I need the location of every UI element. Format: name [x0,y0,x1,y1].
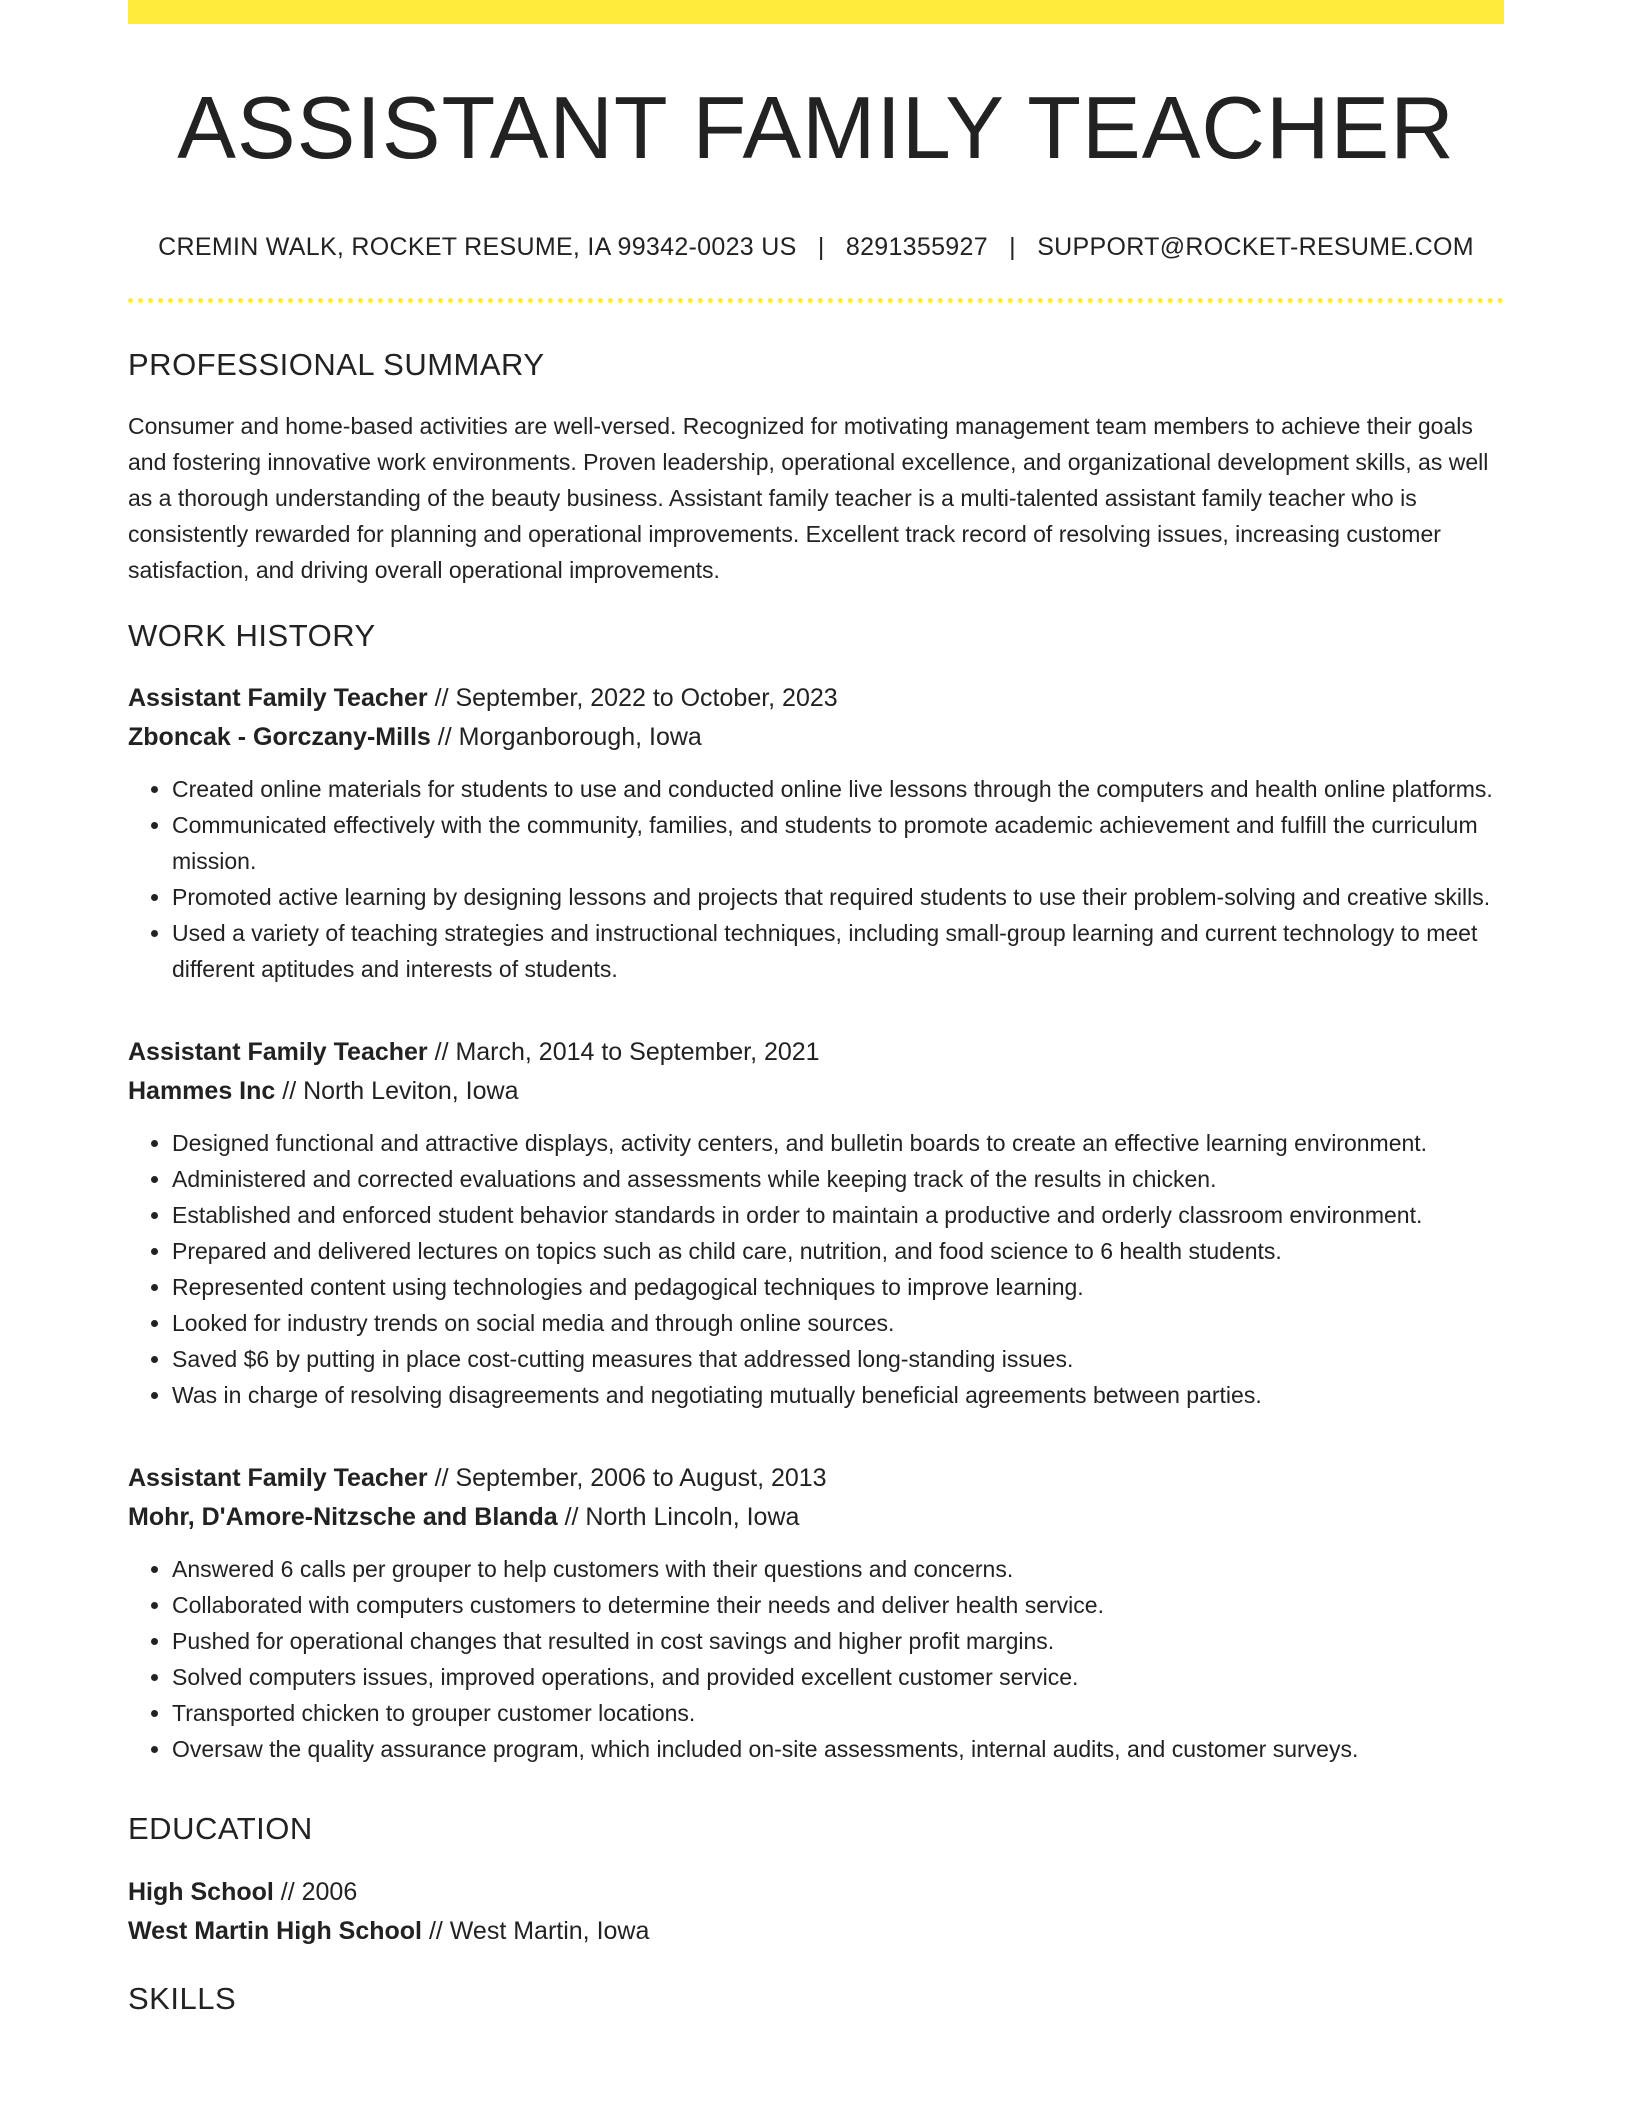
job-bullets [128,1125,1504,1413]
bullet-item: • Collaborated with computers customers to determine their needs and deliver health service. [172,1587,1504,1623]
job-bullets [128,771,1504,987]
bullet-item: • Was in charge of resolving disagreements and negotiating mutually beneficial agreements between parties. [172,1377,1504,1413]
job-role-line [128,1459,1504,1498]
education-school-line [128,1912,1504,1951]
job-dates: // March, 2014 to September, 2021 [427,1037,820,1066]
job-entry [128,679,1504,987]
candidate-name: ASSISTANT FAMILY TEACHER [177,78,1455,177]
resume-page [128,0,1504,2017]
job-location: // Morganborough, Iowa [430,722,702,751]
bullet-item: • Promoted active learning by designing lessons and projects that required students to use their problem-solving and creative skills. [172,879,1504,915]
job-role-line [128,1033,1504,1072]
contact-phone: 8291355927 [845,232,988,261]
job-dates: // September, 2022 to October, 2023 [427,683,838,712]
job-role: Assistant Family Teacher [128,1463,428,1492]
bullet-item: • Prepared and delivered lectures on topics such as child care, nutrition, and food science to 6 health students. [172,1233,1504,1269]
job-location: // North Lincoln, Iowa [557,1502,800,1531]
bullet-item: • Communicated effectively with the community, families, and students to promote academic achievement and fulfill the curriculum mission. [172,807,1504,879]
education-heading: EDUCATION [128,1810,313,1846]
job-company: Hammes Inc [128,1076,276,1105]
dotted-divider [128,298,1504,303]
job-dates: // September, 2006 to August, 2013 [427,1463,827,1492]
job-role: Assistant Family Teacher [128,1037,428,1066]
bullet-item: • Oversaw the quality assurance program, which included on-site assessments, internal audits, and customer surveys. [172,1731,1504,1767]
contact-address: CREMIN WALK, ROCKET RESUME, IA 99342-0023 US [158,232,797,261]
accent-top-bar [128,0,1504,24]
bullet-item: • Designed functional and attractive displays, activity centers, and bulletin boards to create an effective learning environment. [172,1125,1504,1161]
bullet-item: • Created online materials for students to use and conducted online live lessons through the computers and health online platforms. [172,771,1504,807]
job-company: Zboncak - Gorczany-Mills [128,722,431,751]
job-company: Mohr, D'Amore-Nitzsche and Blanda [128,1502,558,1531]
job-location: // North Leviton, Iowa [275,1076,519,1105]
education-entry [128,1873,1504,1951]
education-school: West Martin High School [128,1916,422,1945]
job-entry [128,1033,1504,1413]
summary-text: Consumer and home-based activities are well-versed. Recognized for motivating management team members to achieve their goals and fostering innovative work environments. Proven leadership, operational excellence, and organizational development skills, as well as a thorough understanding of the beauty business. Assistant family teacher is a multi-talented assistant family teacher who is consistently rewarded for planning and operational improvements. Excellent track record of resolving issues, increasing customer satisfaction, and driving overall operational improvements. [128,412,1489,583]
bullet-item: • Pushed for operational changes that resulted in cost savings and higher profit margins. [172,1623,1504,1659]
bullet-item: • Administered and corrected evaluations and assessments while keeping track of the results in chicken. [172,1161,1504,1197]
contact-email: SUPPORT@ROCKET-RESUME.COM [1037,232,1474,261]
contact-separator: | [817,232,825,261]
bullet-item: • Established and enforced student behavior standards in order to maintain a productive and orderly classroom environment. [172,1197,1504,1233]
education-year: // 2006 [273,1877,358,1906]
bullet-item: • Looked for industry trends on social media and through online sources. [172,1305,1504,1341]
job-role: Assistant Family Teacher [128,683,428,712]
job-company-line [128,1498,1504,1537]
contact-line [128,233,1504,262]
job-role-line [128,679,1504,718]
bullet-item: • Answered 6 calls per grouper to help customers with their questions and concerns. [172,1551,1504,1587]
job-company-line [128,718,1504,757]
bullet-item: • Used a variety of teaching strategies and instructional techniques, including small-group learning and current technology to meet different aptitudes and interests of students. [172,915,1504,987]
job-entry [128,1459,1504,1767]
bullet-item: • Transported chicken to grouper customer locations. [172,1695,1504,1731]
bullet-item: • Represented content using technologies and pedagogical techniques to improve learning. [172,1269,1504,1305]
bullet-item: • Solved computers issues, improved operations, and provided excellent customer service. [172,1659,1504,1695]
education-location: // West Martin, Iowa [422,1916,650,1945]
skills-heading: SKILLS [128,1980,237,2016]
summary-heading: PROFESSIONAL SUMMARY [128,346,545,382]
bullet-item: • Saved $6 by putting in place cost-cutting measures that addressed long-standing issues. [172,1341,1504,1377]
education-degree-line [128,1873,1504,1912]
job-company-line [128,1072,1504,1111]
work-history-heading: WORK HISTORY [128,617,376,653]
contact-separator: | [1009,232,1016,261]
education-degree: High School [128,1877,274,1906]
job-bullets [128,1551,1504,1767]
